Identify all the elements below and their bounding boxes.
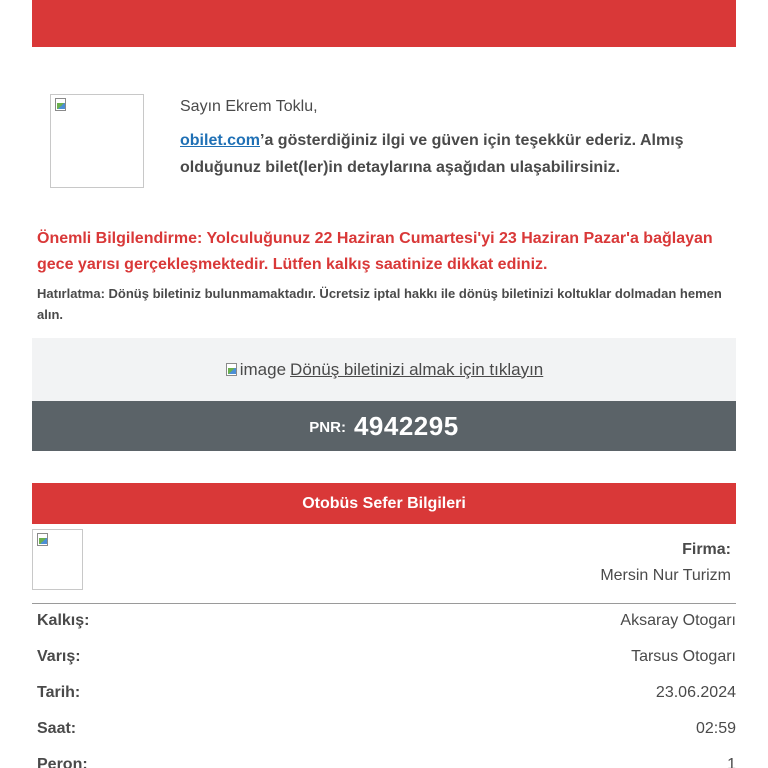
arrival-value: Tarsus Otogarı [631,648,736,665]
pnr-value: 4942295 [353,410,459,441]
departure-value: Aksaray Otogarı [620,612,736,629]
arrival-label: Varış: [37,648,81,665]
return-ticket-reminder: Hatırlatma: Dönüş biletiniz bulunmamaktadır. Ücretsiz iptal hakkı ile dönüş biletinizi koltuklar dolmadan hemen alın. [37,286,722,322]
platform-value: 1 [727,756,736,768]
departure-label: Kalkış: [37,612,90,629]
greeting-text: Sayın Ekrem Toklu, [180,98,318,115]
platform-row [37,756,736,768]
time-row [37,720,736,744]
broken-image-icon [225,363,239,377]
important-notice: Önemli Bilgilendirme: Yolculuğunuz 22 Haziran Cumartesi'yi 23 Haziran Pazar'a bağlayan gece yarısı gerçekleşmektedir. Lütfen kalkış saatinize dikkat ediniz. [37,230,713,273]
date-value: 23.06.2024 [655,684,736,701]
return-ticket-image [225,360,286,380]
pnr-label: PNR: [309,419,346,436]
thanks-paragraph [180,127,720,181]
departure-row [37,612,736,636]
obilet-logo-image [50,94,144,188]
bus-company-logo [32,529,83,590]
pnr-band [32,401,736,451]
time-label: Saat: [37,720,77,737]
thanks-text: ’a gösterdiğiniz ilgi ve güven için teşekkür ederiz. Almış olduğunuz bilet(ler)in detaylarına aşağıdan ulaşabilirsiniz. [180,132,684,176]
date-label: Tarih: [37,684,81,701]
time-value: 02:59 [695,720,736,737]
platform-label: Peron: [37,756,88,768]
company-label: Firma: [682,541,731,558]
divider [32,603,736,604]
arrival-row [37,648,736,672]
return-ticket-banner [32,338,736,401]
broken-image-icon [54,98,68,112]
date-row [37,684,736,708]
header-banner [32,0,736,47]
broken-image-icon [36,533,50,547]
trip-section-title: Otobüs Sefer Bilgileri [32,483,736,524]
return-ticket-link[interactable]: Dönüş biletinizi almak için tıklayın [290,359,544,379]
image-alt-text: image [239,359,287,379]
company-value: Mersin Nur Turizm [600,567,731,584]
obilet-link[interactable]: obilet.com [180,132,261,149]
